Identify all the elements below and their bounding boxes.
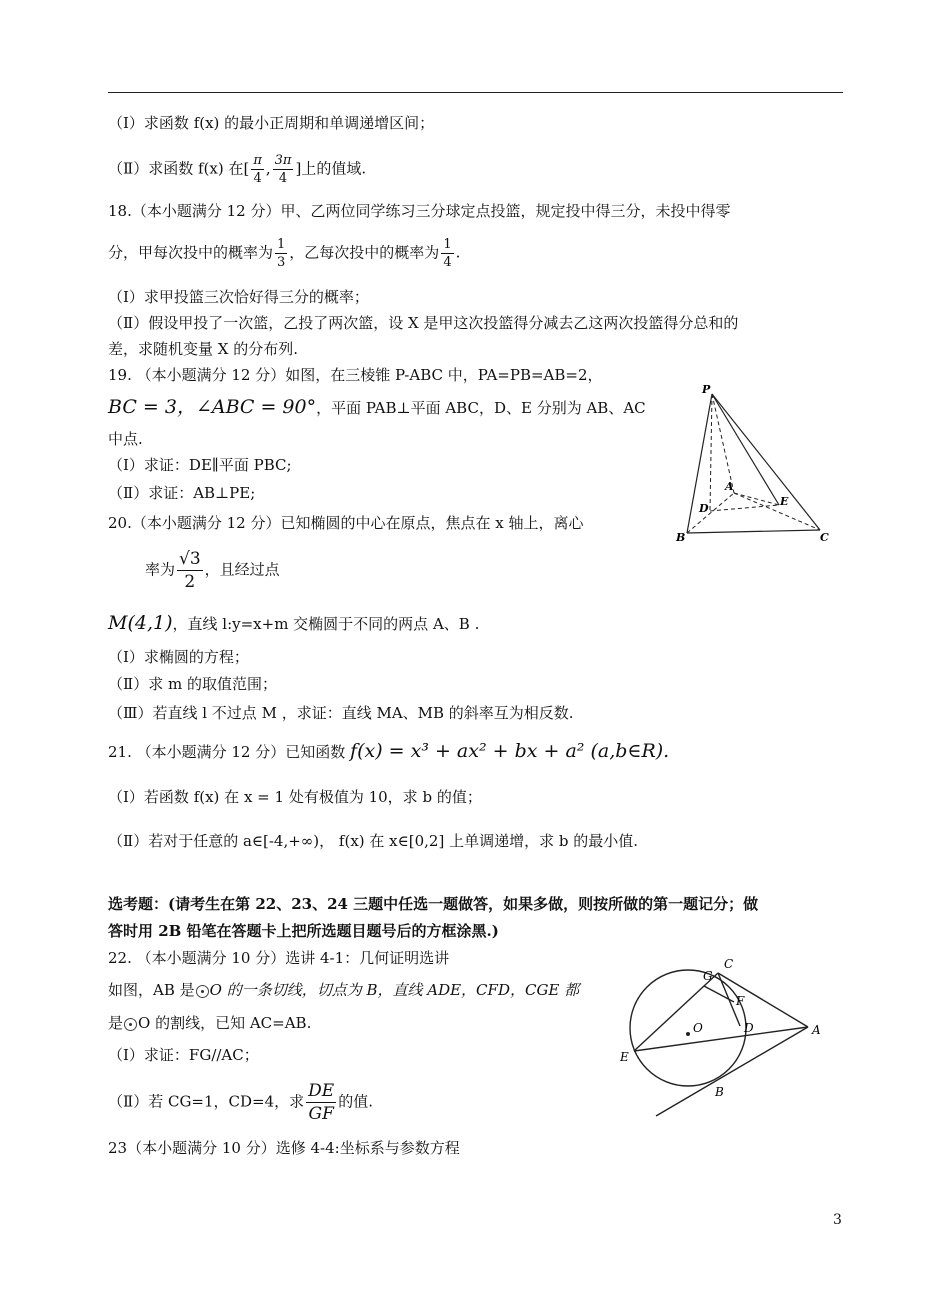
q22-part2 (108, 1080, 373, 1125)
q22-line3-rest: O 的割线，已知 AC=AB. (138, 1014, 312, 1032)
circle-dot-icon (124, 1018, 137, 1031)
q20-line2-text: 率为 (145, 560, 176, 579)
q20-math: M(4,1) (108, 612, 173, 634)
header-rule (108, 92, 843, 93)
q17-frac2-num: 3π (274, 153, 292, 168)
q17-frac1 (251, 152, 264, 187)
q22-frac-num: DE (308, 1081, 335, 1101)
q19-math: BC = 3，∠ABC = 90° (108, 396, 317, 418)
q22-line2-rest: O 的一条切线，切点为 B，直线 ADE，CFD，CGE 都 (209, 981, 580, 999)
label-B: B (676, 531, 686, 544)
q18-frac2-den: 4 (443, 255, 452, 270)
q22-part2-end: 的值. (338, 1092, 373, 1111)
label-D: D (699, 502, 709, 515)
q19-line1: 19. （本小题满分 12 分）如图，在三棱锥 P-ABC 中，PA=PB=AB=2， (108, 366, 603, 384)
q21-part2: （Ⅱ）若对于任意的 a∈[-4,+∞)， f(x) 在 x∈[0,2] 上单调递增，求 b 的最小值. (108, 832, 638, 850)
q18-line2-end: . (455, 243, 461, 262)
q18-part2-line1: （Ⅱ）假设甲投了一次篮，乙投了两次篮，设 X 是甲这次投篮得分减去乙这两次投篮得分总和的 (108, 314, 739, 332)
q22-line3 (108, 1012, 311, 1034)
q18-frac2-num: 1 (443, 237, 452, 252)
q18-line1: 18.（本小题满分 12 分）甲、乙两位同学练习三分球定点投篮，规定投中得三分，未投中得零 (108, 202, 731, 220)
q21-part1: （Ⅰ）若函数 f(x) 在 x = 1 处有极值为 10，求 b 的值； (108, 788, 482, 806)
optional-line1: 选考题：(请考生在第 22、23、24 三题中任选一题做答，如果多做，则按所做的第一题记分；做 (108, 895, 759, 913)
q18-frac1 (275, 236, 287, 271)
q22-line2-text: 如图，AB 是 (108, 981, 195, 999)
label-P: P (702, 383, 711, 396)
q22-part2-text: （Ⅱ）若 CG=1，CD=4，求 (108, 1092, 305, 1111)
q20-part2: （Ⅱ）求 m 的取值范围； (108, 675, 277, 693)
label-E: E (780, 495, 789, 508)
label-G: G (703, 969, 713, 983)
q19-part2: （Ⅱ）求证：AB⊥PE; (108, 484, 256, 502)
q18-frac1-den: 3 (277, 255, 286, 270)
q20-part1: （Ⅰ）求椭圆的方程； (108, 648, 249, 666)
q17-frac2 (273, 152, 294, 187)
circle-secant-figure (612, 950, 830, 1122)
label-B: B (715, 1085, 724, 1099)
q20-line3-text: ，直线 l:y=x+m 交椭圆于不同的两点 A、B . (172, 615, 480, 633)
q17-frac1-num: π (253, 153, 262, 168)
q22-line2 (108, 979, 579, 1001)
q18-frac2 (441, 236, 453, 271)
q20-line2-end: ，且经过点 (204, 560, 280, 579)
label-A: A (725, 480, 734, 493)
q20-line3 (108, 612, 479, 635)
q17-part2-end: ]上的值域. (295, 159, 367, 178)
circle-dot-icon (196, 985, 209, 998)
q20-frac-den: 2 (184, 572, 196, 592)
label-D: D (744, 1021, 754, 1035)
label-C: C (820, 531, 829, 544)
pyramid-figure (672, 378, 842, 548)
q19-part1: （Ⅰ）求证：DE∥平面 PBC; (108, 456, 292, 474)
q19-line2 (108, 396, 646, 419)
q18-line2-mid: ，乙每次投中的概率为 (289, 243, 440, 262)
q22-frac (306, 1080, 336, 1125)
q22-frac-den: GF (308, 1104, 334, 1124)
q20-frac (177, 548, 203, 593)
q20-part3: （Ⅲ）若直线 l 不过点 M ，求证：直线 MA、MB 的斜率互为相反数. (108, 704, 574, 722)
q21-line1 (108, 740, 669, 763)
q23-line1: 23（本小题满分 10 分）选修 4-4:坐标系与参数方程 (108, 1139, 460, 1157)
page-number: 3 (833, 1212, 842, 1228)
label-F: F (736, 994, 745, 1008)
label-O: O (693, 1021, 703, 1035)
q21-line1-text: 21. （本小题满分 12 分）已知函数 (108, 743, 346, 761)
q18-part2-line2: 差，求随机变量 X 的分布列. (108, 340, 298, 358)
q17-part2: （Ⅱ）求函数 f(x) 在[ $\frac{\pi}{4}$ , $\frac{3\pi}{4}$ ]上的值域. (108, 153, 367, 186)
q19-line2-text: ，平面 PAB⊥平面 ABC，D、E 分别为 AB、AC (316, 399, 646, 417)
q17-frac2-den: 4 (278, 171, 288, 186)
q20-line1: 20.（本小题满分 12 分）已知椭圆的中心在原点，焦点在 x 轴上，离心 (108, 514, 584, 532)
q19-line3: 中点. (108, 430, 143, 448)
q17-frac1-den: 4 (253, 171, 262, 186)
q22-part1: （Ⅰ）求证：FG//AC； (108, 1046, 259, 1064)
q22-line1: 22. （本小题满分 10 分）选讲 4-1：几何证明选讲 (108, 949, 450, 967)
q18-line2 (108, 236, 460, 271)
q22-line3-text: 是 (108, 1014, 124, 1032)
center-point (686, 1032, 690, 1036)
q18-line2-text: 分，甲每次投中的概率为 (108, 243, 274, 262)
q18-part1: （Ⅰ）求甲投篮三次恰好得三分的概率； (108, 288, 369, 306)
q20-frac-num: √3 (179, 549, 201, 569)
label-E: E (620, 1050, 629, 1064)
q21-math: f(x) = x³ + ax² + bx + a² (a,b∈R). (350, 740, 670, 762)
label-C: C (724, 957, 734, 971)
q18-frac1-num: 1 (277, 237, 286, 252)
optional-line2: 答时用 2B 铅笔在答题卡上把所选题目题号后的方框涂黑.) (108, 922, 499, 940)
q17-part1: （Ⅰ）求函数 f(x) 的最小正周期和单调递增区间； (108, 114, 435, 132)
q20-line2 (145, 548, 280, 593)
label-A: A (812, 1023, 821, 1037)
q17-part2-text: （Ⅱ）求函数 f(x) 在[ (108, 159, 250, 178)
